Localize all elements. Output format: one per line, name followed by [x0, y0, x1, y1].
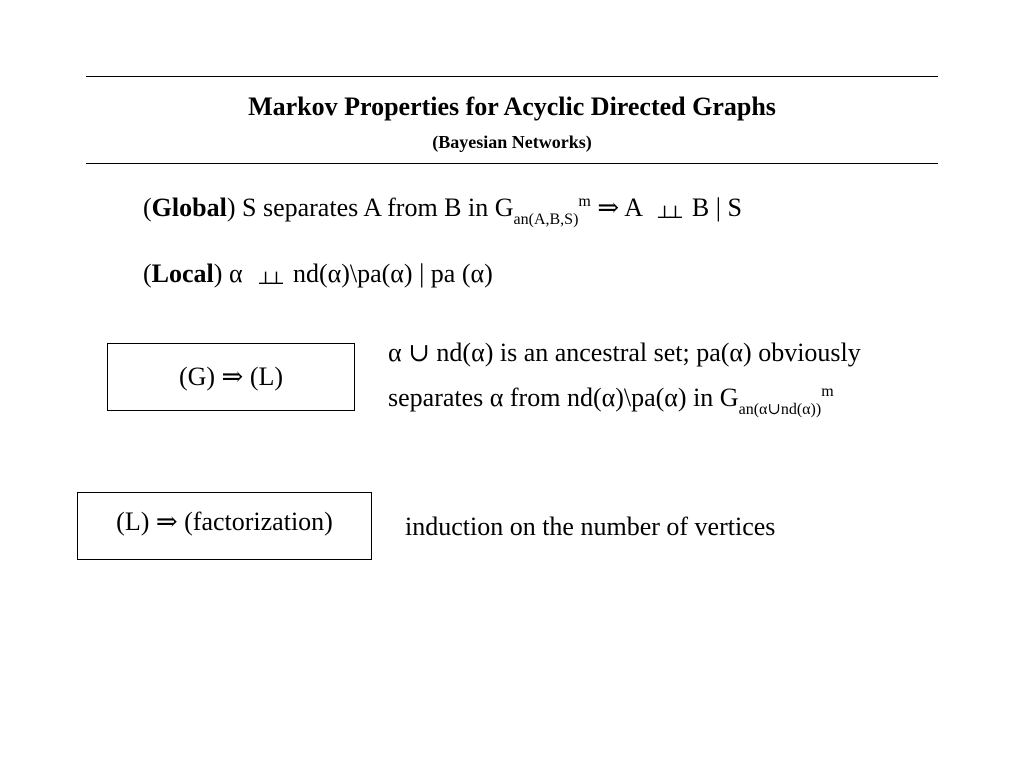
local-close-paren: ): [213, 259, 223, 288]
slide-title: Markov Properties for Acyclic Directed Graphs: [248, 92, 776, 121]
local-open-paren: (: [143, 259, 152, 288]
proof-g-to-l-subscript: an(α∪nd(α)): [738, 401, 822, 418]
global-keyword: Global: [151, 193, 227, 222]
proof-g-to-l-line1: α ∪ nd(α) is an ancestral set; pa(α) obviously: [388, 338, 861, 367]
global-subscript: an(A,B,S): [513, 211, 579, 228]
local-keyword: Local: [151, 259, 214, 288]
top-rule: [86, 76, 938, 77]
independence-icon: ⊥⊥: [656, 202, 678, 222]
bottom-rule: [86, 163, 938, 164]
global-close-paren: ): [226, 193, 236, 222]
box-global-implies-local: (G) ⇒ (L): [107, 343, 355, 411]
box-local-implies-factorization: (L) ⇒ (factorization): [77, 492, 372, 560]
proof-g-to-l-text: separates α from nd(α)\pa(α) in G: [388, 383, 739, 412]
local-statement: nd(α)\pa(α) | pa (α): [292, 259, 493, 288]
global-implies: ⇒ A: [590, 193, 649, 222]
global-open-paren: (: [143, 193, 152, 222]
proof-g-to-l-line2: [388, 383, 834, 418]
independence-icon: ⊥⊥: [257, 268, 279, 288]
global-result: B | S: [691, 193, 742, 222]
global-text: S separates A from B in G: [235, 193, 514, 222]
proof-g-to-l-superscript: m: [821, 383, 834, 400]
slide-subtitle: (Bayesian Networks): [432, 132, 592, 152]
local-alpha: α: [222, 259, 250, 288]
proof-l-to-f: induction on the number of vertices: [405, 512, 776, 541]
local-property: [143, 259, 493, 289]
global-superscript: m: [578, 193, 591, 210]
global-property: [143, 193, 742, 228]
